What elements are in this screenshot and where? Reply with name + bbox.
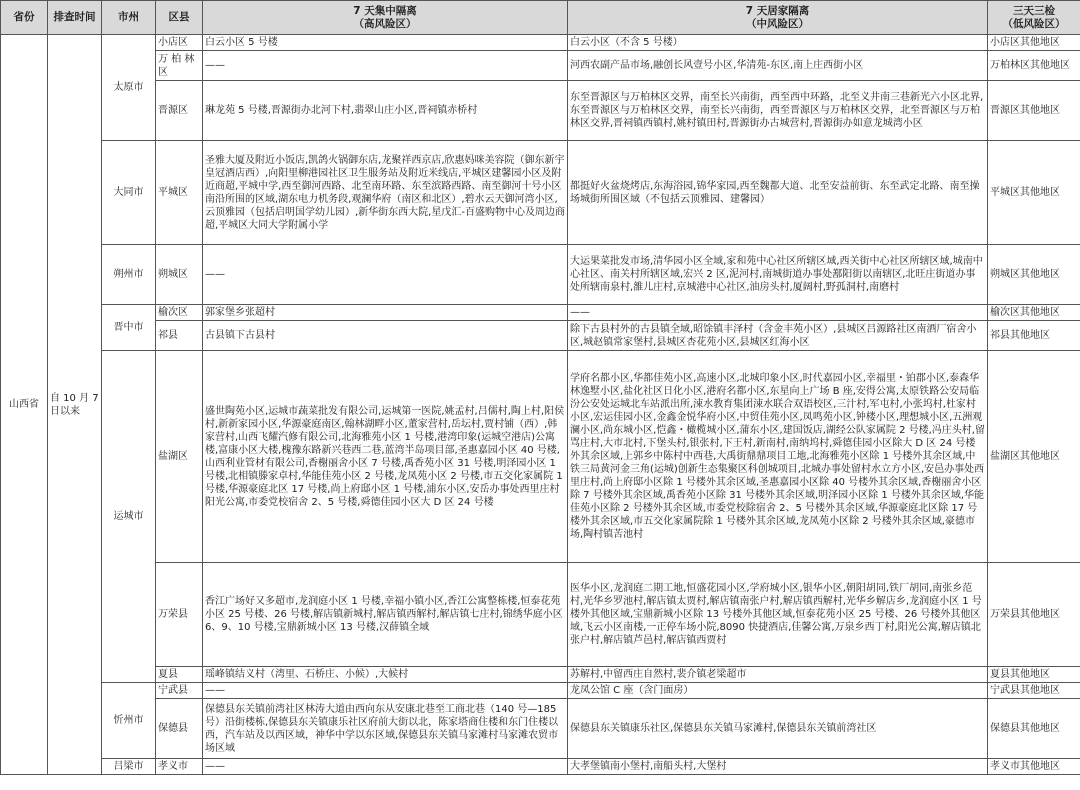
city-yuncheng: 运城市 xyxy=(102,351,156,683)
high-risk-cell: 古县镇下古县村 xyxy=(203,321,568,351)
mid-risk-cell: 河西农副产品市场,融创长风壹号小区,华清苑-东区,南上庄西街小区 xyxy=(568,51,988,81)
county-cell: 盐湖区 xyxy=(156,351,203,563)
mid-risk-cell: 白云小区（不含 5 号楼） xyxy=(568,35,988,51)
mid-risk-cell: —— xyxy=(568,305,988,321)
high-risk-cell: 郭家堡乡张超村 xyxy=(203,305,568,321)
mid-risk-cell: 除下古县村外的古县镇全域,昭馀镇丰泽村（含金丰苑小区）,县城区吕源路社区南酒厂宿舍小区,城赵镇常家堡村,县城区杏花苑小区,县城区红海小区 xyxy=(568,321,988,351)
low-risk-cell: 保德县其他地区 xyxy=(988,699,1080,759)
mid-risk-cell: 医华小区,龙润庭二期工地,恒盛花园小区,学府城小区,银华小区,朝阳胡同,铁厂胡同,南张乡范村,光华乡罗池村,解店镇太贾村,解店镇南张户村,解店镇西解村,光华乡解店乡,龙润庭小区 1 号楼外其他区域,宝鼎新城小区除 13 号楼外其他区域,恒泰花苑小区 25 号楼、26 号楼外其他区域,飞云小区南楼,一正停车场小院,8090 快捷酒店,佳馨公寓,万泉乡西丁村,阳光公寓,解店镇北张户村,解店镇芦邑村,解店镇西贾村 xyxy=(568,563,988,667)
mid-risk-cell: 龙凤公馆 C 座（含门面房） xyxy=(568,683,988,699)
mid-risk-cell: 都挺好火盆烧烤店,东海浴园,锦华家园,西至魏都大道、北至安益前街、东至武定北路、南至操场城街所围区域（不包括云顶雅园、建馨园） xyxy=(568,141,988,245)
high-risk-cell: —— xyxy=(203,683,568,699)
low-risk-cell: 盐湖区其他地区 xyxy=(988,351,1080,563)
high-risk-cell: 盛世陶苑小区,运城市蔬菜批发有限公司,运城第一医院,姚孟村,吕儒村,陶上村,阳侯村,新新家园小区,华源豪庭南区,翰林湖畔小区,董家营村,岳坛村,贾村铺（西）,韩家营村,山西飞耀汽修有限公司,北海雅苑小区 1 号楼,港湾印象(运城空港店)公寓楼,富康小区大楼,槐豫东路新兴巷西二巷,蓝湾半岛项目部,圣惠嘉园小区 40 号楼,山西利业管材有限公司,香榭丽舍小区 7 号楼,禹香苑小区 31 号楼,明泽园小区 1 号楼,北相镇滕家卓村,华能佳苑小区 2 号楼,龙凤苑小区 2 号楼,市五交化家属院 1 号楼,华源豪庭北区 17 号楼,尚上府邸小区 1 号楼,浦东小区,安岳办事处西里庄村阳光公寓,市委党校宿舍 2、5 号楼,舜德佳园小区大 D 区 24 号楼 xyxy=(203,351,568,563)
low-risk-cell: 夏县其他地区 xyxy=(988,667,1080,683)
high-risk-cell: —— xyxy=(203,51,568,81)
high-risk-cell: 香江广场好又多超市,龙润庭小区 1 号楼,幸福小镇小区,香江公寓整栋楼,恒泰花苑小区 25 号楼、26 号楼,解店镇新城村,解店镇西解村,解店镇七庄村,锦绣华庭小区 6、9、10 号楼,宝鼎新城小区 13 号楼,汉薛镇全域 xyxy=(203,563,568,667)
county-cell: 平城区 xyxy=(156,141,203,245)
header-province: 省份 xyxy=(1,1,48,35)
high-risk-cell: 瑶峰镇结义村（湾里、石桥庄、小候）,大候村 xyxy=(203,667,568,683)
county-cell: 榆次区 xyxy=(156,305,203,321)
county-cell: 祁县 xyxy=(156,321,203,351)
mid-risk-cell: 大孝堡镇南小堡村,南船头村,大堡村 xyxy=(568,759,988,775)
low-risk-cell: 朔城区其他地区 xyxy=(988,245,1080,305)
city-xinzhou: 忻州市 xyxy=(102,683,156,759)
mid-risk-cell: 苏解村,中留西庄自然村,裴介镇老梁超市 xyxy=(568,667,988,683)
header-low-risk: 三天三检 （低风险区） xyxy=(988,1,1080,35)
city-taiyuan: 太原市 xyxy=(102,35,156,141)
low-risk-cell: 小店区其他地区 xyxy=(988,35,1080,51)
city-datong: 大同市 xyxy=(102,141,156,245)
high-risk-cell: 白云小区 5 号楼 xyxy=(203,35,568,51)
low-risk-cell: 平城区其他地区 xyxy=(988,141,1080,245)
header-county: 区县 xyxy=(156,1,203,35)
county-cell: 万荣县 xyxy=(156,563,203,667)
date-cell: 自 10 月 7 日以来 xyxy=(48,35,102,775)
mid-risk-cell: 东至晋源区与万柏林区交界，南至长兴南街，西至西中环路，北至义井南三巷新光六小区北界,东至晋源区与万柏林区交界，南至长兴南街，西至晋源区与万柏林区交界，北至晋源区与万柏林区交界,晋祠镇西镇村,姚村镇田村,晋源街办古城营村,晋源街办如意龙城湾小区 xyxy=(568,81,988,141)
low-risk-cell: 榆次区其他地区 xyxy=(988,305,1080,321)
low-risk-cell: 万荣县其他地区 xyxy=(988,563,1080,667)
county-cell: 万 柏 林 区 xyxy=(156,51,203,81)
city-shuozhou: 朔州市 xyxy=(102,245,156,305)
county-cell: 宁武县 xyxy=(156,683,203,699)
high-risk-cell: 保德县东关镇前湾社区林涛大道由西向东从安康北巷至工商北巷（140 号—185 号）沿街楼栋,保德县东关镇康乐社区府前大街以北，陈家塔商住楼和东门住楼以西，汽车站及以西区域，神华中学以东区域,保德县东关镇马家滩村马家滩农贸市场区域 xyxy=(203,699,568,759)
province-cell: 山西省 xyxy=(1,35,48,775)
low-risk-cell: 宁武县其他地区 xyxy=(988,683,1080,699)
header-city: 市州 xyxy=(102,1,156,35)
county-cell: 夏县 xyxy=(156,667,203,683)
mid-risk-cell: 大运果菜批发市场,清华园小区全域,家和苑中心社区所辖区域,西关街中心社区所辖区域,城南中心社区、南关村所辖区域,宏兴 2 区,泥河村,南城街道办事处鄯阳街以南辖区,北旺庄街道办事处所辖南泉村,雒儿庄村,京城港中心社区,油房头村,厦阔村,野孤洞村,南磨村 xyxy=(568,245,988,305)
mid-risk-cell: 保德县东关镇康乐社区,保德县东关镇马家滩村,保德县东关镇前湾社区 xyxy=(568,699,988,759)
low-risk-cell: 祁县其他地区 xyxy=(988,321,1080,351)
header-mid-risk: 7 天居家隔离 （中风险区） xyxy=(568,1,988,35)
county-cell: 朔城区 xyxy=(156,245,203,305)
high-risk-cell: —— xyxy=(203,245,568,305)
high-risk-cell: 琳龙苑 5 号楼,晋源街办北河下村,翡翠山庄小区,晋祠镇赤桥村 xyxy=(203,81,568,141)
header-high-risk: 7 天集中隔离 （高风险区） xyxy=(203,1,568,35)
county-cell: 小店区 xyxy=(156,35,203,51)
header-date: 排查时间 xyxy=(48,1,102,35)
city-jinzhong: 晋中市 xyxy=(102,305,156,351)
low-risk-cell: 晋源区其他地区 xyxy=(988,81,1080,141)
mid-risk-cell: 学府名都小区,华都佳苑小区,高速小区,北城印象小区,时代嘉园小区,幸福里・铂郡小区,泰森华林逸墅小区,盐化社区日化小区,港府名都小区,东星向上广场 B 座,安得公寓,太原铁路公安局临汾公安处运城北车站派出所,涑水教育集团涑水联合双语校区,三汁村,军屯村,小张坞村,杜家村小区,宏运佳园小区,金鑫金悦华府小区,中贸佳苑小区,凤鸣苑小区,钟楼小区,理想城小区,五洲观澜小区,尚东城小区,恺鑫・橄榄城小区,蒲东小区,建国饭店,湖经公队家属院 2 号楼,冯庄头村,留骂庄村,大市北村,下堡头村,银张村,下王村,新南村,南纳坞村,舜德佳园小区除大 D 区 24 号楼外其余区域,上郭乡中陈村中西巷,大禹街鼎鼎项目工地,北海雅苑小区除 1 号楼外其余区域,中铁三局黄河金三角(运城)创新生态集聚区科创城项目,北城办事处留村水立方小区,安邑办事处西里庄村,尚上府邸小区除 1 号楼外其余区域,圣惠嘉园小区除 40 号楼外其余区域,香榭丽舍小区除 7 号楼外其余区域,禹香苑小区除 31 号楼外其余区域,明泽园小区除 1 号楼外其余区域,华能佳苑小区除 2 号楼外其余区域,市委党校除宿舍 2、5 号楼外其余区域,华源豪庭北区除 17 号楼外其余区域,市五交化家属院除 1 号楼外其余区域,龙凤苑小区除 2 号楼外其余区域,豪德市场,陶村镇苦池村 xyxy=(568,351,988,563)
county-cell: 保德县 xyxy=(156,699,203,759)
low-risk-cell: 万柏林区其他地区 xyxy=(988,51,1080,81)
city-lvliang: 吕梁市 xyxy=(102,759,156,775)
high-risk-cell: —— xyxy=(203,759,568,775)
county-cell: 晋源区 xyxy=(156,81,203,141)
county-cell: 孝义市 xyxy=(156,759,203,775)
high-risk-cell: 圣雅大厦及附近小饭店,凯鸽火锅御东店,龙聚祥西京店,欣惠妈咪美容院（御东新宇皇冠酒店西）,向阳里柳港园社区卫生服务站及附近米线店,平城区建馨园小区及附近商超,平城中学,西至御河西路、北至南环路、东至滨路西路、南至御河十号小区南沿所围的区域,湖东电力机务段,观澜华府（南区和北区）,碧水云天御河湾小区,云顶雅园（包括启明国学幼儿园）,新华街东西大院,星戊汇-百盛购物中心及周边商超,平城区大同大学附属小学 xyxy=(203,141,568,245)
low-risk-cell: 孝义市其他地区 xyxy=(988,759,1080,775)
